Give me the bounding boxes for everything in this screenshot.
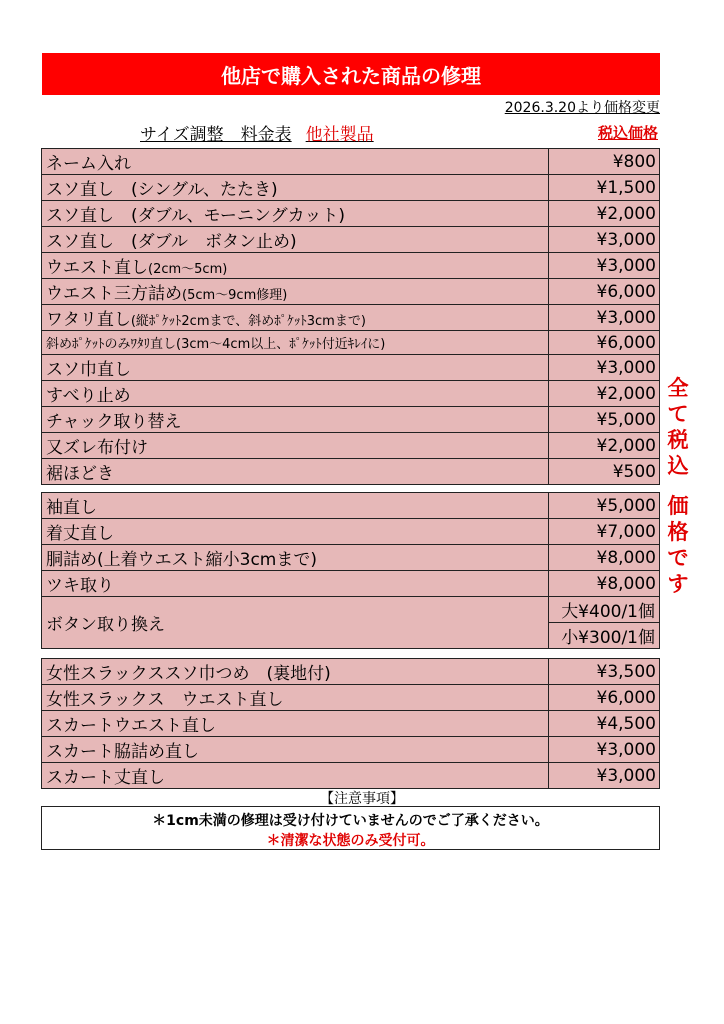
price-table-pants <box>41 148 660 485</box>
table-row <box>42 685 660 711</box>
row-label-text: スカートウエスト直し <box>46 716 216 736</box>
tax-included-vertical-note <box>666 375 690 597</box>
row-price: ¥4,500 <box>549 711 660 737</box>
table-row <box>42 433 660 459</box>
row-label <box>42 659 549 685</box>
row-label <box>42 545 549 571</box>
tax-included-label: 税込価格 <box>597 124 658 142</box>
row-label-note: (5cm〜9cm修理) <box>182 288 288 303</box>
table-row <box>42 305 660 331</box>
notice-line-1: ＊1cm未満の修理は受け付けていませんのでご了承ください。 <box>152 813 549 829</box>
row-label <box>42 459 549 485</box>
row-label-text: 又ズレ布付け <box>46 438 148 458</box>
row-price: ¥1,500 <box>549 175 660 201</box>
page-title: 他店で購入された商品の修理 <box>42 53 660 95</box>
row-label <box>42 737 549 763</box>
row-price: ¥3,000 <box>549 253 660 279</box>
table-row <box>42 763 660 789</box>
row-label <box>42 711 549 737</box>
row-label <box>42 149 549 175</box>
table-row <box>42 519 660 545</box>
row-label-text: 女性スラックス ウエスト直し <box>46 690 284 710</box>
table-row <box>42 381 660 407</box>
table-row <box>42 737 660 763</box>
row-label <box>42 571 549 597</box>
table-row <box>42 711 660 737</box>
row-price: ¥3,500 <box>549 659 660 685</box>
table-row <box>42 459 660 485</box>
side-note-char: 全 <box>667 376 689 400</box>
row-label-text: スソ直し (ダブル、モーニングカット) <box>46 206 346 226</box>
side-note-char: 込 <box>667 454 689 478</box>
row-label-note: (2cm〜5cm) <box>148 262 228 277</box>
table-row <box>42 493 660 519</box>
row-label-text: 着丈直し <box>46 524 114 544</box>
row-label-text: 裾ほどき <box>46 464 114 484</box>
row-label-text: ウエスト三方詰め <box>46 284 182 304</box>
row-label <box>42 201 549 227</box>
row-label <box>42 763 549 789</box>
row-price: ¥2,000 <box>549 381 660 407</box>
table-row <box>42 571 660 597</box>
row-price: ¥8,000 <box>549 571 660 597</box>
row-price: ¥3,000 <box>549 227 660 253</box>
side-note-char: 格 <box>667 520 689 544</box>
table-row <box>42 201 660 227</box>
subtitle-text: サイズ調整 料金表 <box>140 125 292 145</box>
price-table-jacket <box>41 492 660 649</box>
row-price: ¥3,000 <box>549 305 660 331</box>
notice-box <box>41 806 660 850</box>
row-label-text: ツキ取り <box>46 576 114 596</box>
row-price: ¥500 <box>549 459 660 485</box>
row-label-text: ネーム入れ <box>46 154 131 174</box>
row-price: ¥6,000 <box>549 685 660 711</box>
row-label <box>42 493 549 519</box>
side-note-char: す <box>667 572 689 596</box>
row-label-text: 女性スラックススソ巾つめ (裏地付) <box>46 664 331 684</box>
side-note-char: て <box>667 402 689 426</box>
row-label-text: ウエスト直し <box>46 258 148 278</box>
side-note-char: で <box>667 546 689 570</box>
row-label <box>42 433 549 459</box>
row-label: ボタン取り換え <box>42 597 549 649</box>
row-label <box>42 685 549 711</box>
row-label <box>42 305 549 331</box>
row-price-small: 小¥300/1個 <box>549 623 660 649</box>
row-label <box>42 253 549 279</box>
table-row <box>42 597 660 623</box>
notice-line-2: ＊清潔な状態のみ受付可。 <box>266 833 435 849</box>
side-note-char <box>666 479 690 493</box>
row-price: ¥3,000 <box>549 763 660 789</box>
notice-title: 【注意事項】 <box>320 791 404 807</box>
row-label-text: ワタリ直し <box>46 310 131 330</box>
row-price: ¥2,000 <box>549 433 660 459</box>
table-row <box>42 545 660 571</box>
row-label <box>42 407 549 433</box>
row-price: ¥5,000 <box>549 493 660 519</box>
row-label <box>42 381 549 407</box>
row-label-text: チャック取り替え <box>46 412 182 432</box>
row-label <box>42 175 549 201</box>
row-label <box>42 331 549 355</box>
row-label-note: (縦ﾎﾟｹｯﾄ2cmまで、斜めﾎﾟｹｯﾄ3cmまで) <box>130 314 366 329</box>
row-price: ¥5,000 <box>549 407 660 433</box>
row-label <box>42 227 549 253</box>
table-row <box>42 149 660 175</box>
row-price: ¥8,000 <box>549 545 660 571</box>
subtitle <box>140 120 374 144</box>
row-label-text: スソ直し (シングル、たたき) <box>46 180 278 200</box>
other-brand-label: 他社製品 <box>305 125 374 145</box>
table-row <box>42 175 660 201</box>
row-price: ¥800 <box>549 149 660 175</box>
row-price: ¥6,000 <box>549 331 660 355</box>
row-label <box>42 355 549 381</box>
row-label-text: スソ巾直し <box>46 360 131 380</box>
side-note-char: 税 <box>667 428 689 452</box>
row-label-text: スカート脇詰め直し <box>46 742 199 762</box>
row-price: ¥3,000 <box>549 737 660 763</box>
row-label <box>42 519 549 545</box>
side-note-char: 価 <box>667 494 689 518</box>
table-row <box>42 227 660 253</box>
table-row <box>42 407 660 433</box>
row-price: ¥2,000 <box>549 201 660 227</box>
table-row <box>42 253 660 279</box>
price-table-women <box>41 658 660 789</box>
revision-date: 2026.3.20より価格変更 <box>504 100 660 116</box>
table-row <box>42 279 660 305</box>
row-label-text: 胴詰め(上着ウエスト縮小3cmまで) <box>46 550 317 570</box>
row-label-text: スソ直し (ダブル ボタン止め) <box>46 232 297 252</box>
row-price: ¥7,000 <box>549 519 660 545</box>
row-label-text: すべり止め <box>46 386 131 406</box>
table-row <box>42 331 660 355</box>
table-row <box>42 355 660 381</box>
row-price: ¥6,000 <box>549 279 660 305</box>
table-row <box>42 659 660 685</box>
row-label <box>42 279 549 305</box>
row-price-large: 大¥400/1個 <box>549 597 660 623</box>
row-label-note: 斜めﾎﾟｹｯﾄのみﾜﾀﾘ直し(3cm〜4cm以上、ﾎﾟｹｯﾄ付近ｷﾚｲに) <box>46 336 386 352</box>
row-price: ¥3,000 <box>549 355 660 381</box>
row-label-text: 袖直し <box>46 498 97 518</box>
row-label-text: スカート丈直し <box>46 768 165 788</box>
